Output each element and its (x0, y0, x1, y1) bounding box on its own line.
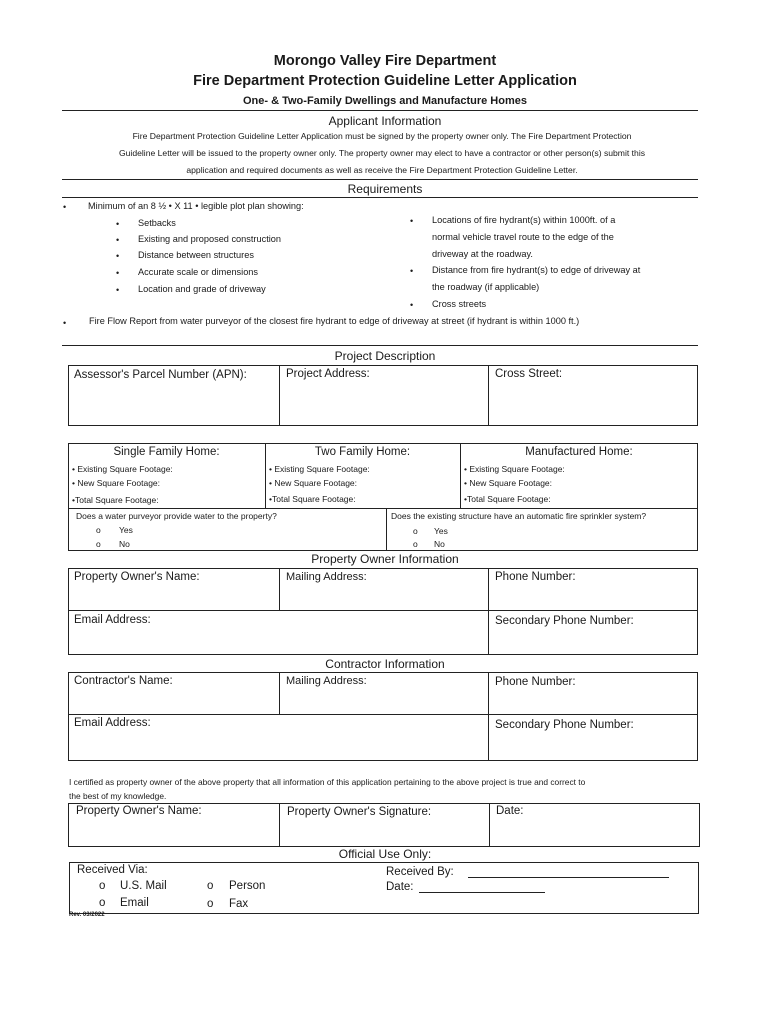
applicant-heading: Applicant Information (328, 114, 442, 128)
usmail-radio[interactable]: o (99, 880, 106, 892)
received-by-label: Received By: (386, 866, 454, 878)
sprinkler-no-radio[interactable]: o (413, 539, 418, 549)
applicant-line-1: Fire Department Protection Guideline Letter Application must be signed by the property owner only. The Fire Department Protection (132, 131, 632, 141)
requirement-item: Distance between structures (138, 250, 254, 260)
project-address-field[interactable]: Project Address: (286, 368, 370, 380)
two-family-home-label: Two Family Home: (314, 446, 411, 458)
single-existing-sqft-field[interactable]: • Existing Square Footage: (72, 464, 173, 474)
manufactured-existing-sqft-field[interactable]: • Existing Square Footage: (464, 464, 565, 474)
bullet: • (410, 300, 414, 310)
water-purveyor-question: Does a water purveyor provide water to the property? (76, 511, 277, 521)
applicant-line-2: Guideline Letter will be issued to the property owner only. The property owner may elect to have a contractor or other person(s) submit this (118, 148, 646, 158)
email-radio[interactable]: o (99, 897, 106, 909)
contractor-secondary-phone-field[interactable]: Secondary Phone Number: (495, 719, 634, 731)
sprinkler-yes-label: Yes (434, 526, 448, 536)
contractor-mailing-address-field[interactable]: Mailing Address: (286, 675, 367, 687)
cell-divider (488, 568, 489, 655)
divider (62, 110, 698, 111)
single-total-sqft-field[interactable]: •Total Square Footage: (72, 495, 159, 505)
water-no-radio[interactable]: o (96, 539, 101, 549)
divider (62, 197, 698, 198)
requirement-fire-flow: Fire Flow Report from water purveyor of the closest fire hydrant to edge of driveway at street (if hydrant is within 1000 ft.) (89, 316, 580, 326)
requirement-distance-1: Distance from fire hydrant(s) to edge of driveway at (432, 265, 641, 275)
owner-heading: Property Owner Information (311, 552, 459, 566)
revision-label: Rev. 03/2022 (69, 912, 105, 918)
cell-divider (488, 365, 489, 426)
manufactured-new-sqft-field[interactable]: • New Square Footage: (464, 478, 553, 488)
sprinkler-question: Does the existing structure have an automatic fire sprinkler system? (391, 511, 647, 521)
official-date-line[interactable] (419, 892, 545, 893)
two-existing-sqft-field[interactable]: • Existing Square Footage: (269, 464, 370, 474)
requirement-hydrant-1: Locations of fire hydrant(s) within 1000ft. of a (432, 215, 616, 225)
cell-divider (386, 508, 387, 551)
cell-divider (279, 365, 280, 426)
requirement-item: Setbacks (138, 218, 176, 228)
project-heading: Project Description (334, 349, 436, 363)
bullet: • (116, 219, 120, 229)
requirement-item: Location and grade of driveway (138, 284, 266, 294)
official-use-heading: Official Use Only: (338, 847, 432, 861)
owner-email-field[interactable]: Email Address: (74, 614, 151, 626)
requirement-item: Existing and proposed construction (138, 234, 282, 244)
two-total-sqft-field[interactable]: •Total Square Footage: (269, 494, 356, 504)
bullet: • (116, 235, 120, 245)
bullet: • (410, 266, 414, 276)
apn-field[interactable]: Assessor's Parcel Number (APN): (74, 369, 247, 381)
contractor-heading: Contractor Information (325, 657, 445, 671)
sprinkler-yes-radio[interactable]: o (413, 526, 418, 536)
contractor-phone-field[interactable]: Phone Number: (495, 676, 576, 688)
bullet: • (63, 202, 67, 212)
bullet: • (410, 216, 414, 226)
requirement-distance-2: the roadway (if applicable) (432, 282, 540, 292)
cell-divider (279, 568, 280, 610)
received-by-line[interactable] (468, 877, 669, 878)
certify-owner-name-field[interactable]: Property Owner's Name: (76, 805, 202, 817)
water-yes-radio[interactable]: o (96, 525, 101, 535)
divider (62, 345, 698, 346)
bullet: • (116, 251, 120, 261)
owner-phone-field[interactable]: Phone Number: (495, 571, 576, 583)
contractor-email-field[interactable]: Email Address: (74, 717, 151, 729)
bullet: • (63, 318, 67, 328)
water-yes-label: Yes (119, 525, 133, 535)
fax-radio[interactable]: o (207, 898, 214, 910)
form-subtitle: One- & Two-Family Dwellings and Manufacture Homes (242, 95, 527, 107)
row-divider (68, 714, 698, 715)
received-via-label: Received Via: (77, 864, 148, 876)
cross-street-field[interactable]: Cross Street: (495, 368, 563, 380)
requirement-hydrant-3: driveway at the roadway. (432, 249, 533, 259)
usmail-label: U.S. Mail (120, 880, 167, 892)
single-new-sqft-field[interactable]: • New Square Footage: (72, 478, 161, 488)
certification-line-1: I certified as property owner of the above property that all information of this application pertaining to the above project is true and correct to (69, 777, 586, 787)
single-family-home-label: Single Family Home: (113, 446, 220, 458)
certification-line-2: the best of my knowledge. (69, 791, 167, 801)
requirement-item: Accurate scale or dimensions (138, 267, 259, 277)
certify-date-field[interactable]: Date: (496, 805, 524, 817)
manufactured-home-label: Manufactured Home: (525, 446, 633, 458)
person-radio[interactable]: o (207, 880, 214, 892)
owner-mailing-address-field[interactable]: Mailing Address: (286, 571, 367, 583)
requirement-intro: Minimum of an 8 ½ • X 11 • legible plot plan showing: (88, 201, 304, 211)
requirements-heading: Requirements (347, 182, 423, 196)
cell-divider (279, 672, 280, 714)
requirement-cross-streets: Cross streets (432, 299, 487, 309)
official-date-label: Date: (386, 881, 414, 893)
cell-divider (279, 803, 280, 847)
cell-divider (488, 672, 489, 761)
row-divider (68, 508, 698, 509)
home-type-table (68, 443, 698, 551)
row-divider (68, 610, 698, 611)
divider (62, 179, 698, 180)
bullet: • (116, 268, 120, 278)
form-title: Fire Department Protection Guideline Letter Application (193, 73, 577, 89)
sprinkler-no-label: No (434, 539, 445, 549)
owner-signature-field[interactable]: Property Owner's Signature: (287, 806, 432, 818)
person-label: Person (229, 880, 266, 892)
department-title: Morongo Valley Fire Department (273, 53, 497, 69)
bullet: • (116, 285, 120, 295)
applicant-line-3: application and required documents as well as receive the Fire Department Protection Guideline Letter. (186, 165, 578, 175)
manufactured-total-sqft-field[interactable]: •Total Square Footage: (464, 494, 551, 504)
cell-divider (489, 803, 490, 847)
fax-label: Fax (229, 898, 249, 910)
owner-name-field[interactable]: Property Owner's Name: (74, 571, 200, 583)
requirement-hydrant-2: normal vehicle travel route to the edge of the (432, 232, 614, 242)
contractor-name-field[interactable]: Contractor's Name: (74, 675, 173, 687)
owner-secondary-phone-field[interactable]: Secondary Phone Number: (495, 615, 634, 627)
email-label: Email (120, 897, 149, 909)
water-no-label: No (119, 539, 130, 549)
two-new-sqft-field[interactable]: • New Square Footage: (269, 478, 358, 488)
